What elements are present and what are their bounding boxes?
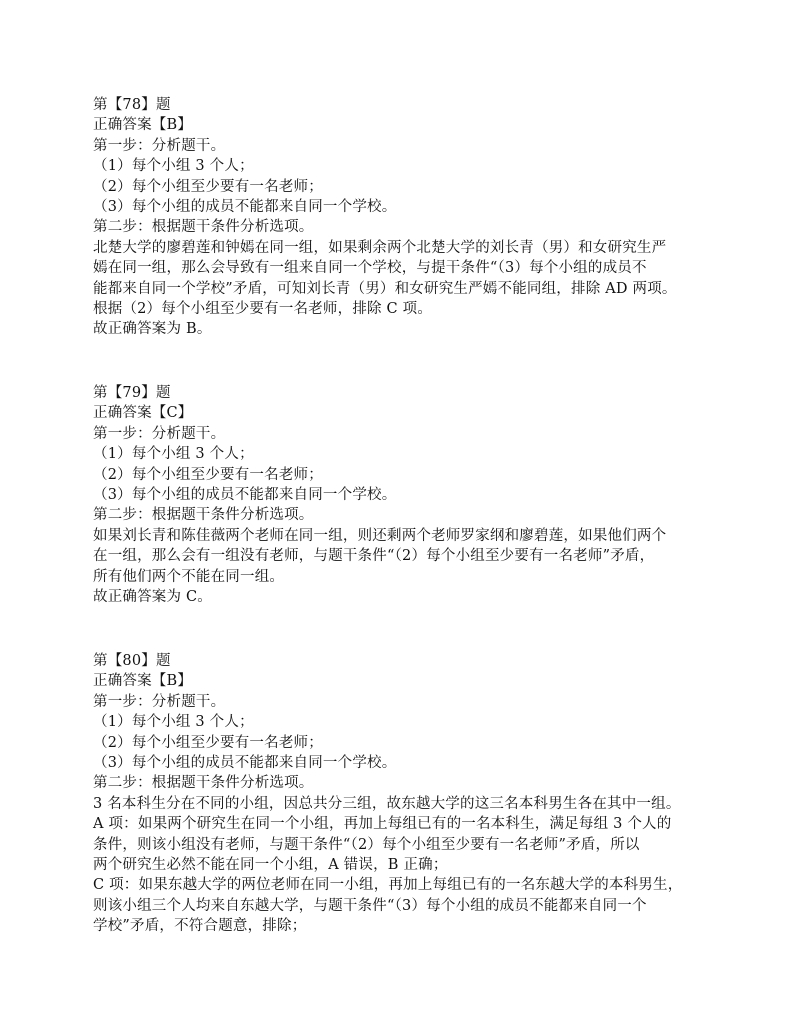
analysis-line: 条件，则该小组没有老师，与题干条件“（2）每个小组至少要有一名老师”矛盾，所以 xyxy=(93,836,640,853)
analysis-line: 根据（2）每个小组至少要有一名老师，排除 C 项。 xyxy=(93,300,433,317)
step-heading: 第二步：根据题干条件分析选项。 xyxy=(93,219,314,236)
condition-line: （3）每个小组的成员不能都来自同一个学校。 xyxy=(93,486,397,503)
conclusion-line: 故正确答案为 C。 xyxy=(93,588,213,605)
question-number: 第【78】题 xyxy=(93,97,171,113)
analysis-line: 在一组，那么会有一组没有老师，与题干条件“（2）每个小组至少要有一名老师”矛盾， xyxy=(93,548,655,565)
condition-line: （3）每个小组的成员不能都来自同一个学校。 xyxy=(93,754,397,771)
step-heading: 第二步：根据题干条件分析选项。 xyxy=(93,507,314,524)
condition-line: （2）每个小组至少要有一名老师； xyxy=(93,178,323,195)
analysis-line: 3 名本科生分在不同的小组，因总共分三组，故东越大学的这三名本科男生各在其中一组。 xyxy=(93,795,681,812)
analysis-line: 能都来自同一个学校”矛盾，可知刘长青（男）和女研究生严嫣不能同组，排除 AD 两项。 xyxy=(93,280,677,297)
question-80-block xyxy=(93,651,733,936)
analysis-line: C 项：如果东越大学的两位老师在同一小组，再加上每组已有的一名东越大学的本科男生， xyxy=(93,877,683,894)
analysis-line: 则该小组三个人均来自东越大学，与题干条件“（3）每个小组的成员不能都来自同一个 xyxy=(93,897,647,914)
condition-line: （1）每个小组 3 个人； xyxy=(93,158,254,175)
condition-line: （1）每个小组 3 个人； xyxy=(93,446,254,463)
step-heading: 第一步：分析题干。 xyxy=(93,425,226,442)
step-heading: 第一步：分析题干。 xyxy=(93,693,226,710)
question-number: 第【79】题 xyxy=(93,385,171,401)
correct-answer: 正确答案【C】 xyxy=(93,405,193,422)
analysis-line: 两个研究生必然不能在同一个小组，A 错误，B 正确； xyxy=(93,856,448,873)
condition-line: （2）每个小组至少要有一名老师； xyxy=(93,734,323,751)
step-heading: 第二步：根据题干条件分析选项。 xyxy=(93,775,314,792)
condition-line: （2）每个小组至少要有一名老师； xyxy=(93,466,323,483)
question-79-block xyxy=(93,383,733,607)
analysis-line: 所有他们两个不能在同一组。 xyxy=(93,568,285,585)
correct-answer: 正确答案【B】 xyxy=(93,117,193,134)
question-number: 第【80】题 xyxy=(93,653,171,669)
conclusion-line: 故正确答案为 B。 xyxy=(93,321,212,338)
analysis-line: 如果刘长青和陈佳薇两个老师在同一组，则还剩两个老师罗家纲和廖碧莲，如果他们两个 xyxy=(93,527,667,544)
condition-line: （3）每个小组的成员不能都来自同一个学校。 xyxy=(93,198,397,215)
step-heading: 第一步：分析题干。 xyxy=(93,137,226,154)
analysis-line: A 项：如果两个研究生在同一个小组，再加上每组已有的一名本科生，满足每组 3 个人的 xyxy=(93,816,672,833)
question-78-block xyxy=(93,95,733,340)
analysis-line: 北楚大学的廖碧莲和钟嫣在同一组，如果剩余两个北楚大学的刘长青（男）和女研究生严 xyxy=(93,239,667,256)
condition-line: （1）每个小组 3 个人； xyxy=(93,714,254,731)
analysis-line: 学校”矛盾，不符合题意，排除； xyxy=(93,918,307,935)
analysis-line: 嫣在同一组，那么会导致有一组来自同一个学校，与提干条件“（3）每个小组的成员不 xyxy=(93,260,647,277)
correct-answer: 正确答案【B】 xyxy=(93,673,193,690)
